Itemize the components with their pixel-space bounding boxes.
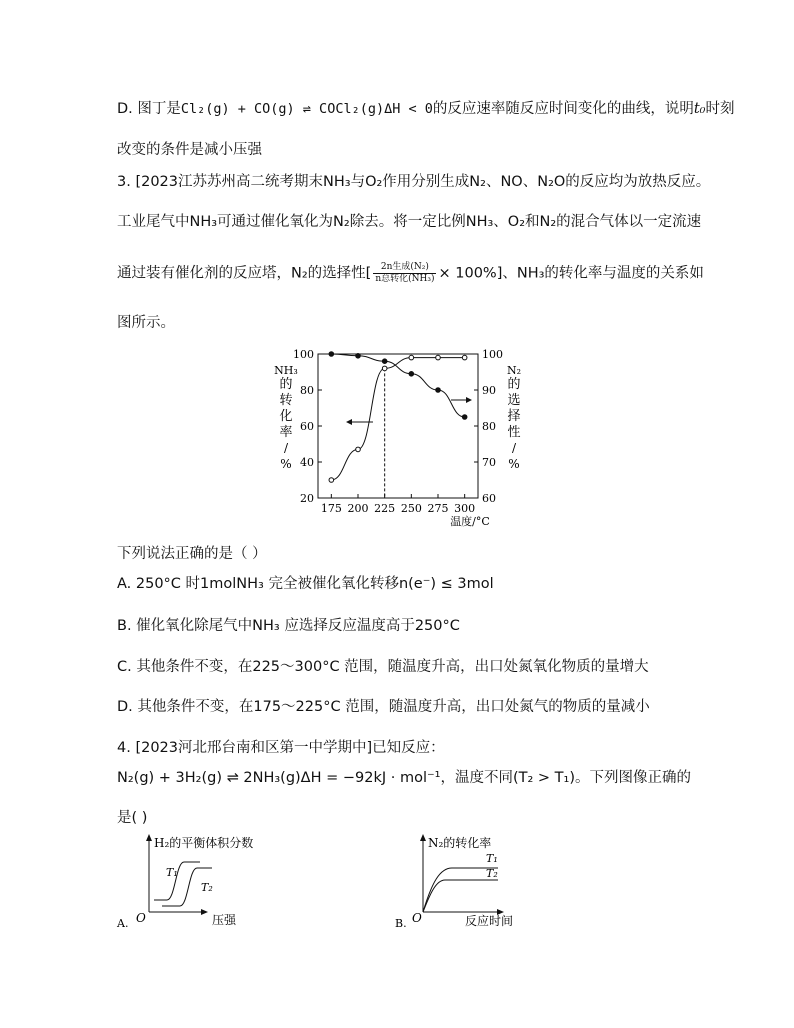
graph-a-t1-label: T₁ <box>166 866 178 879</box>
graph-b-origin: O <box>412 911 422 925</box>
right-axis-label-char: 性 <box>507 425 521 440</box>
right-axis-arrowhead <box>466 397 472 403</box>
right-axis-label-char: 的 <box>507 377 521 392</box>
graph-a-label: A. <box>117 917 129 930</box>
q4-line3: 是( ) <box>117 810 148 826</box>
graph-b-curve-t2 <box>423 880 498 912</box>
graph-b-y-arrow <box>420 834 426 841</box>
graph-a[interactable] <box>112 832 292 932</box>
left-tick-label: 60 <box>300 420 314 433</box>
x-tick-label: 175 <box>320 502 342 515</box>
graph-a-t2-label: T₂ <box>201 881 213 894</box>
q3-source: 3. [2023江苏苏州高二统考期末 <box>117 174 324 190</box>
data-point-right <box>382 359 387 364</box>
q3-line1 <box>117 172 710 192</box>
conversion-selectivity-chart <box>268 340 528 540</box>
graph-a-ylabel: H₂的平衡体积分数 <box>154 836 254 850</box>
graph-b-xlabel: 反应时间 <box>465 914 514 928</box>
option-d-t0: t₀ <box>693 101 706 117</box>
option-d-end: 时刻 <box>705 101 735 117</box>
option-d-prefix: D. 图丁是 <box>117 101 181 117</box>
q3-option-c[interactable]: C. 其他条件不变，在225～300°C 范围，随温度升高，出口处氮氧化物质的量增大 <box>117 659 649 675</box>
q3-option-d[interactable]: D. 其他条件不变，在175～225°C 范围，随温度升高，出口处氮气的物质的量减小 <box>117 699 650 715</box>
q3-line3-a: 通过装有催化剂的反应塔，N₂的选择性[ <box>117 265 372 282</box>
data-point-left <box>436 355 441 360</box>
left-axis-label-char: 的 <box>279 377 293 392</box>
x-tick-label: 300 <box>454 502 476 515</box>
q3-option-b[interactable]: B. 催化氧化除尾气中NH₃ 应选择反应温度高于250°C <box>117 618 460 634</box>
right-tick-label: 90 <box>482 384 496 397</box>
right-axis-label-formula: N₂ <box>506 364 522 377</box>
left-axis-label-char: 转 <box>279 393 293 408</box>
graph-a-origin: O <box>136 911 146 925</box>
data-point-left <box>409 355 414 360</box>
right-tick-label: 70 <box>482 456 496 469</box>
q3-line3 <box>117 262 704 285</box>
x-tick-label: 200 <box>347 502 369 515</box>
left-axis-label-char: 化 <box>279 409 293 424</box>
left-axis-label-unit: % <box>280 457 292 471</box>
x-axis-label: 温度/°C <box>450 515 490 528</box>
left-tick-label: 40 <box>300 456 314 469</box>
data-point-left <box>356 447 361 452</box>
option-d-mid: 的反应速率随反应时间变化的曲线，说明 <box>432 101 694 117</box>
x-tick-label: 275 <box>427 502 449 515</box>
graph-a-y-arrow <box>146 834 152 841</box>
data-point-right <box>329 352 334 357</box>
q3-stem: NH₃与O₂作用分别生成N₂、NO、N₂O的反应均为放热反应。 <box>323 174 711 190</box>
left-axis-label-slash: / <box>283 441 289 455</box>
left-tick-label: 100 <box>293 348 314 361</box>
data-point-right <box>436 388 441 393</box>
data-point-right <box>356 354 361 359</box>
graph-b[interactable] <box>390 832 570 932</box>
plot-frame <box>318 354 478 498</box>
data-point-right <box>462 415 467 420</box>
option-d-equation: Cl₂(g) + CO(g) ⇌ COCl₂(g)ΔH < 0 <box>180 101 433 117</box>
right-axis-label-unit: % <box>508 457 520 471</box>
prev-option-d-line2: 改变的条件是减小压强 <box>117 142 262 158</box>
graph-a-xlabel: 压强 <box>212 913 237 927</box>
selectivity-fraction <box>373 262 436 285</box>
right-axis-label-char: 择 <box>507 409 521 424</box>
fraction-numerator: 2n生成(N₂) <box>373 262 436 274</box>
data-point-left <box>382 366 387 371</box>
right-axis-label-slash: / <box>511 441 517 455</box>
right-tick-label: 60 <box>482 492 496 505</box>
right-tick-label: 80 <box>482 420 496 433</box>
q3-line3-b: × 100%]、NH₃的转化率与温度的关系如 <box>438 265 704 282</box>
x-tick-label: 250 <box>400 502 422 515</box>
q3-line2: 工业尾气中NH₃可通过催化氧化为N₂除去。将一定比例NH₃、O₂和N₂的混合气体以一定流速 <box>117 214 702 230</box>
prev-option-d-line1 <box>117 99 735 119</box>
x-tick-label: 225 <box>374 502 396 515</box>
graph-b-label: B. <box>395 917 407 930</box>
left-axis-arrowhead <box>346 419 352 425</box>
graph-b-t2-label: T₂ <box>486 867 498 880</box>
q4-line2: N₂(g) + 3H₂(g) ⇌ 2NH₃(g)ΔH = −92kJ · mol⁻¹，温度不同(T₂ > T₁)。下列图像正确的 <box>117 770 691 786</box>
series-line-left <box>331 358 464 480</box>
q3-prompt: 下列说法正确的是（ ） <box>117 546 267 562</box>
data-point-left <box>462 355 467 360</box>
left-tick-label: 80 <box>300 384 314 397</box>
graph-b-t1-label: T₁ <box>486 852 498 865</box>
right-tick-label: 100 <box>482 348 503 361</box>
left-axis-label-formula: NH₃ <box>274 364 298 377</box>
data-point-right <box>409 372 414 377</box>
q3-line4: 图所示。 <box>117 315 175 331</box>
left-axis-label-char: 率 <box>279 425 293 440</box>
q4-line1: 4. [2023河北邢台南和区第一中学期中]已知反应： <box>117 740 445 756</box>
left-tick-label: 20 <box>300 492 314 505</box>
q3-option-a[interactable]: A. 250°C 时1molNH₃ 完全被催化氧化转移n(e⁻) ≤ 3mol <box>117 576 494 592</box>
data-point-left <box>329 478 334 483</box>
right-axis-label-char: 选 <box>507 393 521 408</box>
graph-b-ylabel: N₂的转化率 <box>428 836 492 850</box>
fraction-denominator: n总转化(NH₃) <box>375 274 435 284</box>
graph-a-x-arrow <box>201 909 208 915</box>
